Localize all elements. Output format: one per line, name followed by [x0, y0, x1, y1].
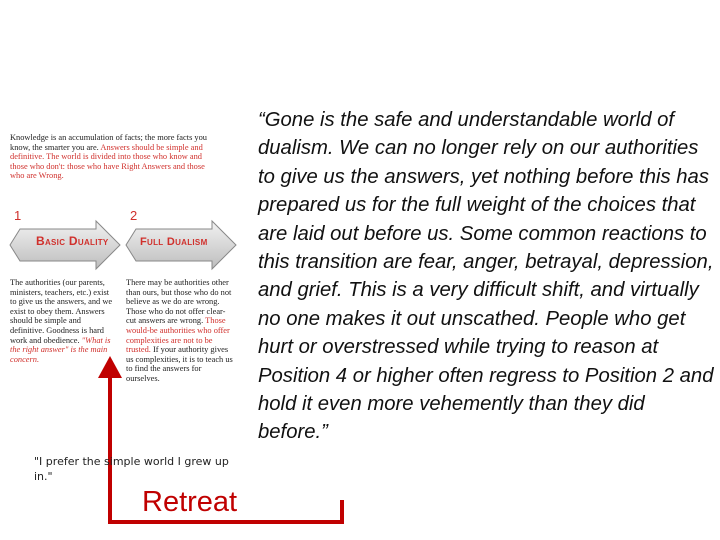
stage-1-red-text: "What is the right answer" is the main concern. — [10, 335, 111, 364]
figure-intro-line-3: The world is divided into those who know and those who don't: those who have Right Answers and those who are Wrong. — [10, 152, 205, 181]
stage-2-label: Full Dualism — [140, 236, 208, 248]
retreat-label: Retreat — [142, 486, 238, 518]
stage-1-label: Basic Duality — [36, 234, 109, 248]
figure-intro-line-2: Answers should be simple and definitive. — [10, 142, 203, 162]
stage-2-number: 2 — [130, 208, 138, 223]
stage-1-number: 1 — [14, 208, 22, 223]
stage-2-red-text: Those would-be authorities who offer complexities are not to be trusted. — [126, 316, 230, 355]
main-quote: “Gone is the safe and understandable world of dualism. We can no longer rely on our authorities to give us the answers, yet nothing before this has prepared us for the full weight of the choices that are laid out before us. Some common reactions to this transition are fear, anger, betrayal, depression, and grief. This is a very difficult shift, and virtually no one makes it out unscathed. People who get hurt or overstressed while trying to reason at Position 4 or higher often regress to Position 2 and hold it even more vehemently than they did before.” — [258, 109, 714, 444]
stage-2-text: There may be authorities other than ours, but those who do not believe as we do are wrong. Those who do not offer clear-cut answers are wrong. — [126, 278, 232, 326]
stage-2-text-2: If your authority gives us complexities, it is to teach us to find the answers for ourselves. — [126, 345, 233, 383]
stage-1-text: The authorities (our parents, ministers, teachers, etc.) exist to give us the answers, and we exist to obey them. Answers should be simple and definitive. Goodness is hard work and obedience. — [10, 278, 113, 345]
figure-intro-line-1: Knowledge is an accumulation of facts; the more facts you know, the smarter you are. — [10, 133, 207, 152]
quote-caption: "I prefer the simple world I grew up in." — [34, 455, 229, 483]
